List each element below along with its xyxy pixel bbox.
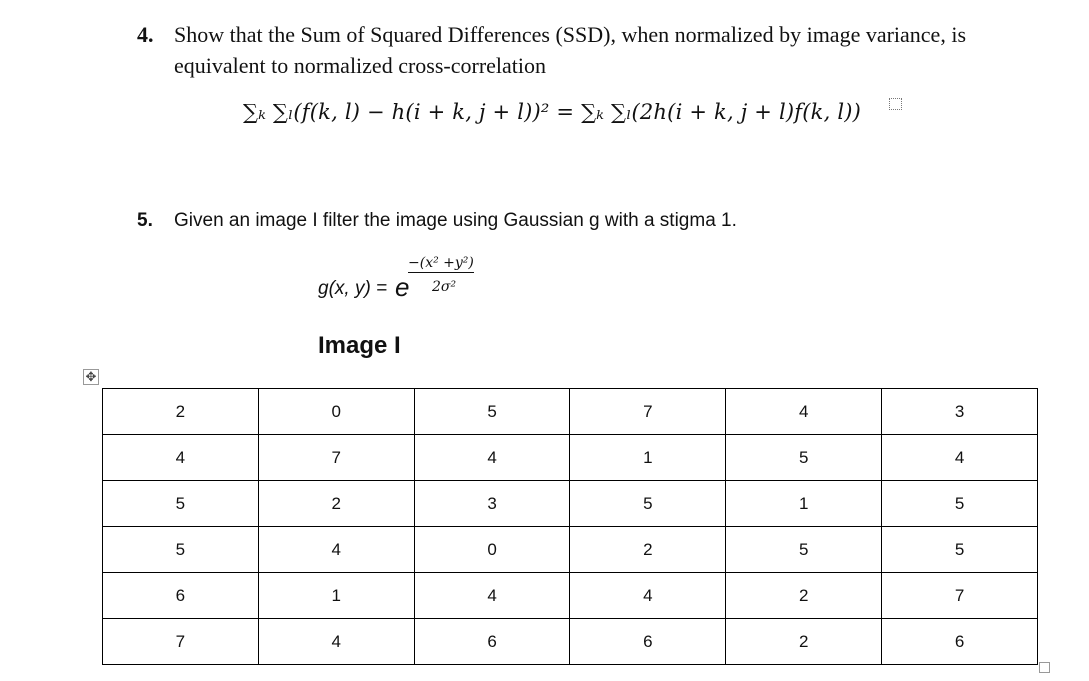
table-cell[interactable]: 1 (726, 481, 882, 527)
table-cell[interactable]: 6 (570, 619, 726, 665)
table-cell[interactable]: 6 (882, 619, 1038, 665)
table-cell[interactable]: 5 (882, 481, 1038, 527)
question-5-text: Given an image I filter the image using Gaussian g with a stigma 1. (174, 210, 737, 231)
placeholder-box-icon[interactable] (889, 98, 902, 110)
table-cell[interactable]: 2 (103, 389, 259, 435)
table-row (103, 573, 1038, 619)
table-cell[interactable]: 5 (726, 527, 882, 573)
table-row (103, 435, 1038, 481)
gaussian-exponent-numerator: −(𝑥² +𝑦²) (408, 255, 474, 271)
gaussian-exponent-denominator: 2σ² (432, 279, 457, 295)
table-cell[interactable]: 4 (258, 619, 414, 665)
table-cell[interactable]: 2 (570, 527, 726, 573)
table-cell[interactable]: 3 (414, 481, 570, 527)
image-table (102, 388, 1038, 665)
table-cell[interactable]: 5 (103, 481, 259, 527)
table-cell[interactable]: 4 (103, 435, 259, 481)
gaussian-lhs: g(x, y) = (318, 278, 388, 299)
table-cell[interactable]: 2 (726, 573, 882, 619)
table-cell[interactable]: 6 (103, 573, 259, 619)
table-cell[interactable]: 0 (258, 389, 414, 435)
question-5-number: 5. (137, 210, 153, 231)
table-cell[interactable]: 5 (103, 527, 259, 573)
table-cell[interactable]: 4 (726, 389, 882, 435)
table-cell[interactable]: 7 (258, 435, 414, 481)
table-cell[interactable]: 3 (882, 389, 1038, 435)
table-cell[interactable]: 5 (414, 389, 570, 435)
table-cell[interactable]: 4 (882, 435, 1038, 481)
table-row (103, 481, 1038, 527)
resize-square-icon[interactable] (1039, 662, 1050, 673)
table-cell[interactable]: 5 (570, 481, 726, 527)
table-row (103, 527, 1038, 573)
table-cell[interactable]: 4 (414, 435, 570, 481)
question-4-number: 4. (137, 22, 154, 47)
table-cell[interactable]: 7 (570, 389, 726, 435)
table-cell[interactable]: 4 (570, 573, 726, 619)
table-cell[interactable]: 4 (258, 527, 414, 573)
table-row (103, 619, 1038, 665)
table-row (103, 389, 1038, 435)
table-cell[interactable]: 1 (258, 573, 414, 619)
question-4-text: Show that the Sum of Squared Differences (SSD), when normalized by image variance, is equivalent to normalized cross-correlation (174, 22, 966, 78)
table-cell[interactable]: 2 (726, 619, 882, 665)
image-heading: Image I (318, 332, 401, 359)
ssd-equation: ∑ₖ ∑ₗ(𝑓(𝑘, 𝑙) − ℎ(𝑖 + 𝑘, 𝑗 + 𝑙))² = ∑ₖ ∑ₗ(2ℎ(𝑖 + 𝑘, 𝑗 + 𝑙)𝑓(𝑘, 𝑙)) (243, 100, 862, 124)
table-cell[interactable]: 6 (414, 619, 570, 665)
table-cell[interactable]: 7 (882, 573, 1038, 619)
table-cell[interactable]: 2 (258, 481, 414, 527)
table-cell[interactable]: 4 (414, 573, 570, 619)
table-cell[interactable]: 0 (414, 527, 570, 573)
table-cell[interactable]: 7 (103, 619, 259, 665)
move-arrows-icon[interactable]: ✥ (83, 369, 99, 385)
gaussian-base: e (395, 272, 410, 302)
table-cell[interactable]: 5 (882, 527, 1038, 573)
table-cell[interactable]: 5 (726, 435, 882, 481)
table-cell[interactable]: 1 (570, 435, 726, 481)
